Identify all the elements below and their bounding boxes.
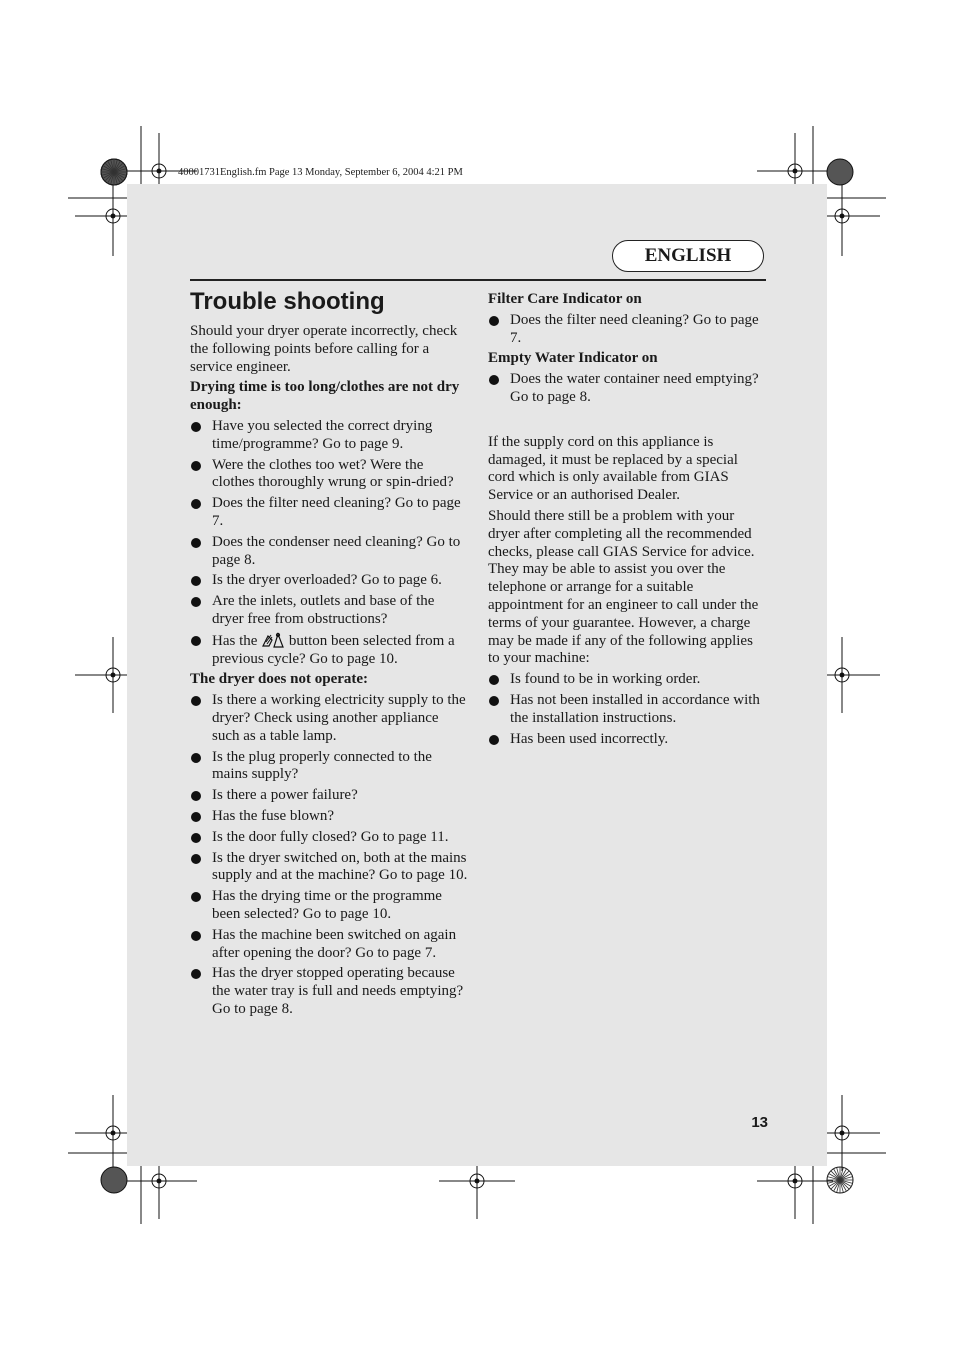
list-item: Is the door fully closed? Go to page 11. xyxy=(190,829,468,847)
service-paragraph: Should there still be a problem with your dryer after completing all the recommended checks, please call GIAS Service for advice. They may be able to assist you over the telephone or arrange for a suitable appointment for an engineer to call under the terms of your guarantee. However, a charge may be made if any of the following applies to your machine: xyxy=(488,507,759,667)
intro-text: Should your dryer operate incorrectly, check the following points before calling for a service engineer. xyxy=(190,323,458,375)
left-column xyxy=(190,287,468,1022)
list-item: Does the condenser need cleaning? Go to page 8. xyxy=(190,534,468,570)
density-patch xyxy=(101,1167,127,1193)
supply-cord-paragraph: If the supply cord on this appliance is damaged, it must be replaced by a special cord which is only available from GIAS Service or an authorised Dealer. xyxy=(488,433,738,504)
bullet-icon xyxy=(191,833,201,843)
list-item: Does the water container need emptying? Go to page 8. xyxy=(488,371,764,407)
list-item: Has been used incorrectly. xyxy=(488,731,764,749)
list-item: Has the fuse blown? xyxy=(190,808,468,826)
list-item: Is the dryer switched on, both at the mains supply and at the machine? Go to page 10. xyxy=(190,850,468,886)
bullet-icon xyxy=(191,422,201,432)
anti-crease-icon xyxy=(261,632,285,648)
checklist xyxy=(488,312,764,348)
list-item: Is the dryer overloaded? Go to page 6. xyxy=(190,572,468,590)
list-item: Is the plug properly connected to the mains supply? xyxy=(190,749,468,785)
bullet-icon xyxy=(489,696,499,706)
bullet-icon xyxy=(489,675,499,685)
header-rule xyxy=(190,279,766,281)
right-column xyxy=(488,291,764,751)
density-patch xyxy=(827,159,853,185)
list-item: Is found to be in working order. xyxy=(488,671,764,689)
section-heading: Empty Water Indicator on xyxy=(488,350,658,367)
list-item: Are the inlets, outlets and base of the dryer free from obstructions? xyxy=(190,593,468,629)
charge-conditions-list xyxy=(488,671,764,748)
page-number: 13 xyxy=(751,1114,768,1131)
list-item: Has the drying time or the programme been selected? Go to page 10. xyxy=(190,888,468,924)
list-item: Is there a power failure? xyxy=(190,787,468,805)
list-item: Has not been installed in accordance with the installation instructions. xyxy=(488,692,764,728)
bullet-icon xyxy=(191,499,201,509)
bullet-icon xyxy=(191,753,201,763)
list-item: Does the filter need cleaning? Go to page 7. xyxy=(190,495,468,531)
checklist xyxy=(190,692,468,1019)
bullet-icon xyxy=(489,316,499,326)
bullet-icon xyxy=(191,461,201,471)
list-item: Is there a working electricity supply to the dryer? Check using another appliance such as a table lamp. xyxy=(190,692,468,745)
bullet-icon xyxy=(191,538,201,548)
section-heading: The dryer does not operate: xyxy=(190,671,369,688)
page-title: Trouble shooting xyxy=(190,288,385,315)
bullet-icon xyxy=(191,931,201,941)
bullet-icon xyxy=(191,854,201,864)
section-heading: Filter Care Indicator on xyxy=(488,291,642,307)
bullet-icon xyxy=(191,696,201,706)
list-item: Were the clothes too wet? Were the clothes thoroughly wrung or spin-dried? xyxy=(190,457,468,493)
bullet-icon xyxy=(191,636,201,646)
bullet-icon xyxy=(489,375,499,385)
file-slug: 40001731English.fm Page 13 Monday, September 6, 2004 4:21 PM xyxy=(178,167,463,178)
bullet-icon xyxy=(191,812,201,822)
bullet-icon xyxy=(191,576,201,586)
list-item: Has the button been selected from a previous cycle? Go to page 10. xyxy=(190,632,468,669)
bullet-icon xyxy=(191,597,201,607)
checklist xyxy=(190,418,468,668)
list-item: Has the machine been switched on again after opening the door? Go to page 7. xyxy=(190,927,468,963)
bullet-icon xyxy=(489,735,499,745)
bullet-icon xyxy=(191,791,201,801)
bullet-icon xyxy=(191,969,201,979)
list-item: Have you selected the correct drying time/programme? Go to page 9. xyxy=(190,418,468,454)
bullet-icon xyxy=(191,892,201,902)
checklist xyxy=(488,371,764,407)
list-item: Has the dryer stopped operating because the water tray is full and needs emptying? Go to page 8. xyxy=(190,965,468,1018)
language-badge: ENGLISH xyxy=(612,240,764,272)
section-heading: Drying time is too long/clothes are not dry enough: xyxy=(190,379,460,414)
list-item: Does the filter need cleaning? Go to page 7. xyxy=(488,312,764,348)
